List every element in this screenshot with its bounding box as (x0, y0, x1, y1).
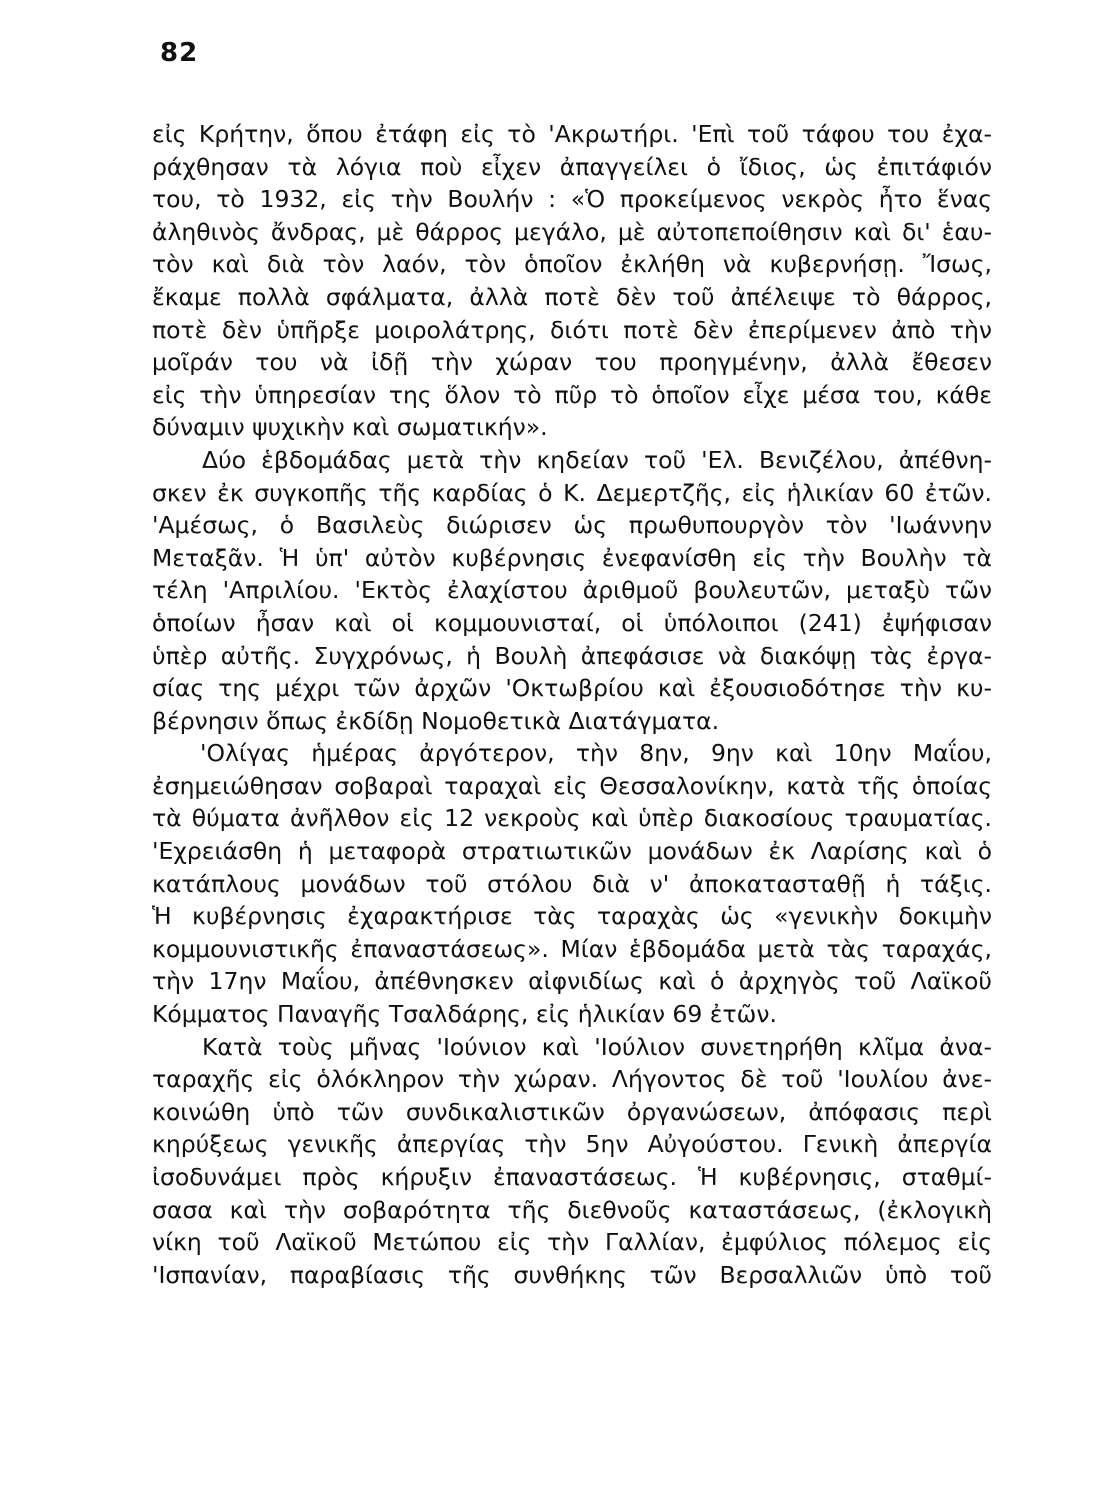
text-line: εἰς Κρήτην, ὅπου ἐτάφη εἰς τὸ 'Ακρωτήρι. 'Επὶ τοῦ τάφου του ἐχα- (152, 120, 992, 148)
text-line: σασα καὶ τὴν σοβαρότητα τῆς διεθνοῦς καταστάσεως, (ἐκλογικὴ (152, 1195, 992, 1224)
text-line: 'Ισπανίαν, παραβίασις τῆς συνθήκης τῶν Βερσαλλιῶν ὑπὸ τοῦ (152, 1260, 992, 1289)
text-line: ποτὲ δὲν ὑπῆρξε μοιρολάτρης, διότι ποτὲ δὲν ἐπερίμενεν ἀπὸ τὴν (152, 315, 992, 344)
text-line: σκεν ἐκ συγκοπῆς τῆς καρδίας ὁ Κ. Δεμερτζῆς, εἰς ἡλικίαν 60 ἐτῶν. (152, 478, 992, 507)
text-line: ὁποίων ἦσαν καὶ οἱ κομμουνισταί, οἱ ὑπόλοιποι (241) ἐψήφισαν (152, 608, 992, 637)
text-line: Δύο ἑβδομάδας μετὰ τὴν κηδείαν τοῦ 'Ελ. Βενιζέλου, ἀπέθνη- (202, 445, 992, 474)
text-line: 'Αμέσως, ὁ Βασιλεὺς διώρισεν ὡς πρωθυπουργὸν τὸν 'Ιωάννην (152, 511, 992, 540)
text-line: ἐσημειώθησαν σοβαραὶ ταραχαὶ εἰς Θεσσαλονίκην, κατὰ τῆς ὁποίας (152, 771, 992, 800)
text-line: 'Εχρειάσθη ἡ μεταφορὰ στρατιωτικῶν μονάδων ἐκ Λαρίσης καὶ ὁ (152, 837, 992, 866)
text-line: τὸν καὶ διὰ τὸν λαόν, τὸν ὁποῖον ἐκλήθη νὰ κυβερνήσῃ. Ἴσως, (152, 250, 992, 279)
page-number: 82 (160, 38, 199, 68)
text-line: κατάπλους μονάδων τοῦ στόλου διὰ ν' ἀποκατασταθῇ ἡ τάξις. (152, 869, 992, 898)
text-line: κοινώθη ὑπὸ τῶν συνδικαλιστικῶν ὀργανώσεων, ἀπόφασις περὶ (152, 1097, 992, 1126)
body-text (152, 118, 992, 1291)
text-line: κηρύξεως γενικῆς ἀπεργίας τὴν 5ην Αὐγούστου. Γενικὴ ἀπεργία (152, 1130, 992, 1159)
text-line: τὴν 17ην Μαΐου, ἀπέθνησκεν αἰφνιδίως καὶ ὁ ἀρχηγὸς τοῦ Λαϊκοῦ (152, 967, 992, 996)
text-line: ἀληθινὸς ἄνδρας, μὲ θάρρος μεγάλο, μὲ αὐτοπεποίθησιν καὶ δι' ἑαυ- (152, 217, 992, 246)
text-line: βέρνησιν ὅπως ἐκδίδῃ Νομοθετικὰ Διατάγματα. (152, 706, 720, 735)
text-line: εἰς τὴν ὑπηρεσίαν της ὅλον τὸ πῦρ τὸ ὁποῖον εἶχε μέσα του, κάθε (152, 380, 992, 409)
text-line: του, τὸ 1932, εἰς τὴν Βουλήν : «Ὁ προκείμενος νεκρὸς ἦτο ἕνας (152, 185, 992, 214)
text-line: Κατὰ τοὺς μῆνας 'Ιούνιον καὶ 'Ιούλιον συνετηρήθη κλῖμα ἀνα- (202, 1032, 992, 1061)
text-line: τὰ θύματα ἀνῆλθον εἰς 12 νεκροὺς καὶ ὑπὲρ διακοσίους τραυματίας. (152, 804, 992, 833)
text-line: Κόμματος Παναγῆς Τσαλδάρης, εἰς ἡλικίαν 69 ἐτῶν. (152, 1000, 777, 1029)
text-line: 'Ολίγας ἡμέρας ἀργότερον, τὴν 8ην, 9ην καὶ 10ην Μαΐου, (200, 739, 992, 768)
text-line: δύναμιν ψυχικὴν καὶ σωματικήν». (152, 413, 548, 442)
text-line: κομμουνιστικῆς ἐπαναστάσεως». Μίαν ἑβδομάδα μετὰ τὰς ταραχάς, (152, 934, 992, 963)
text-line: μοῖράν του νὰ ἰδῇ τὴν χώραν του προηγμένην, ἀλλὰ ἔθεσεν (152, 348, 992, 377)
text-line: ταραχῆς εἰς ὁλόκληρον τὴν χώραν. Λήγοντος δὲ τοῦ 'Ιουλίου ἀνε- (152, 1065, 992, 1094)
text-line: ἰσοδυνάμει πρὸς κήρυξιν ἐπαναστάσεως. Ἡ κυβέρνησις, σταθμί- (152, 1163, 992, 1191)
text-line: σίας της μέχρι τῶν ἀρχῶν 'Οκτωβρίου καὶ ἐξουσιοδότησε τὴν κυ- (152, 674, 992, 703)
text-line: ὑπὲρ αὐτῆς. Συγχρόνως, ἡ Βουλὴ ἀπεφάσισε νὰ διακόψῃ τὰς ἐργα- (152, 641, 992, 670)
text-line: Μεταξᾶν. Ἡ ὑπ' αὐτὸν κυβέρνησις ἐνεφανίσθη εἰς τὴν Βουλὴν τὰ (152, 543, 992, 572)
text-line: τέλη 'Απριλίου. 'Εκτὸς ἐλαχίστου ἀριθμοῦ βουλευτῶν, μεταξὺ τῶν (152, 576, 992, 605)
text-line: ράχθησαν τὰ λόγια ποὺ εἶχεν ἀπαγγείλει ὁ ἴδιος, ὡς ἐπιτάφιόν (152, 152, 992, 181)
text-line: νίκη τοῦ Λαϊκοῦ Μετώπου εἰς τὴν Γαλλίαν, ἐμφύλιος πόλεμος εἰς (152, 1228, 992, 1257)
text-line: ἔκαμε πολλὰ σφάλματα, ἀλλὰ ποτὲ δὲν τοῦ ἀπέλειψε τὸ θάρρος, (152, 282, 992, 311)
text-line: Ἡ κυβέρνησις ἐχαρακτήρισε τὰς ταραχὰς ὡς «γενικὴν δοκιμὴν (152, 902, 992, 931)
